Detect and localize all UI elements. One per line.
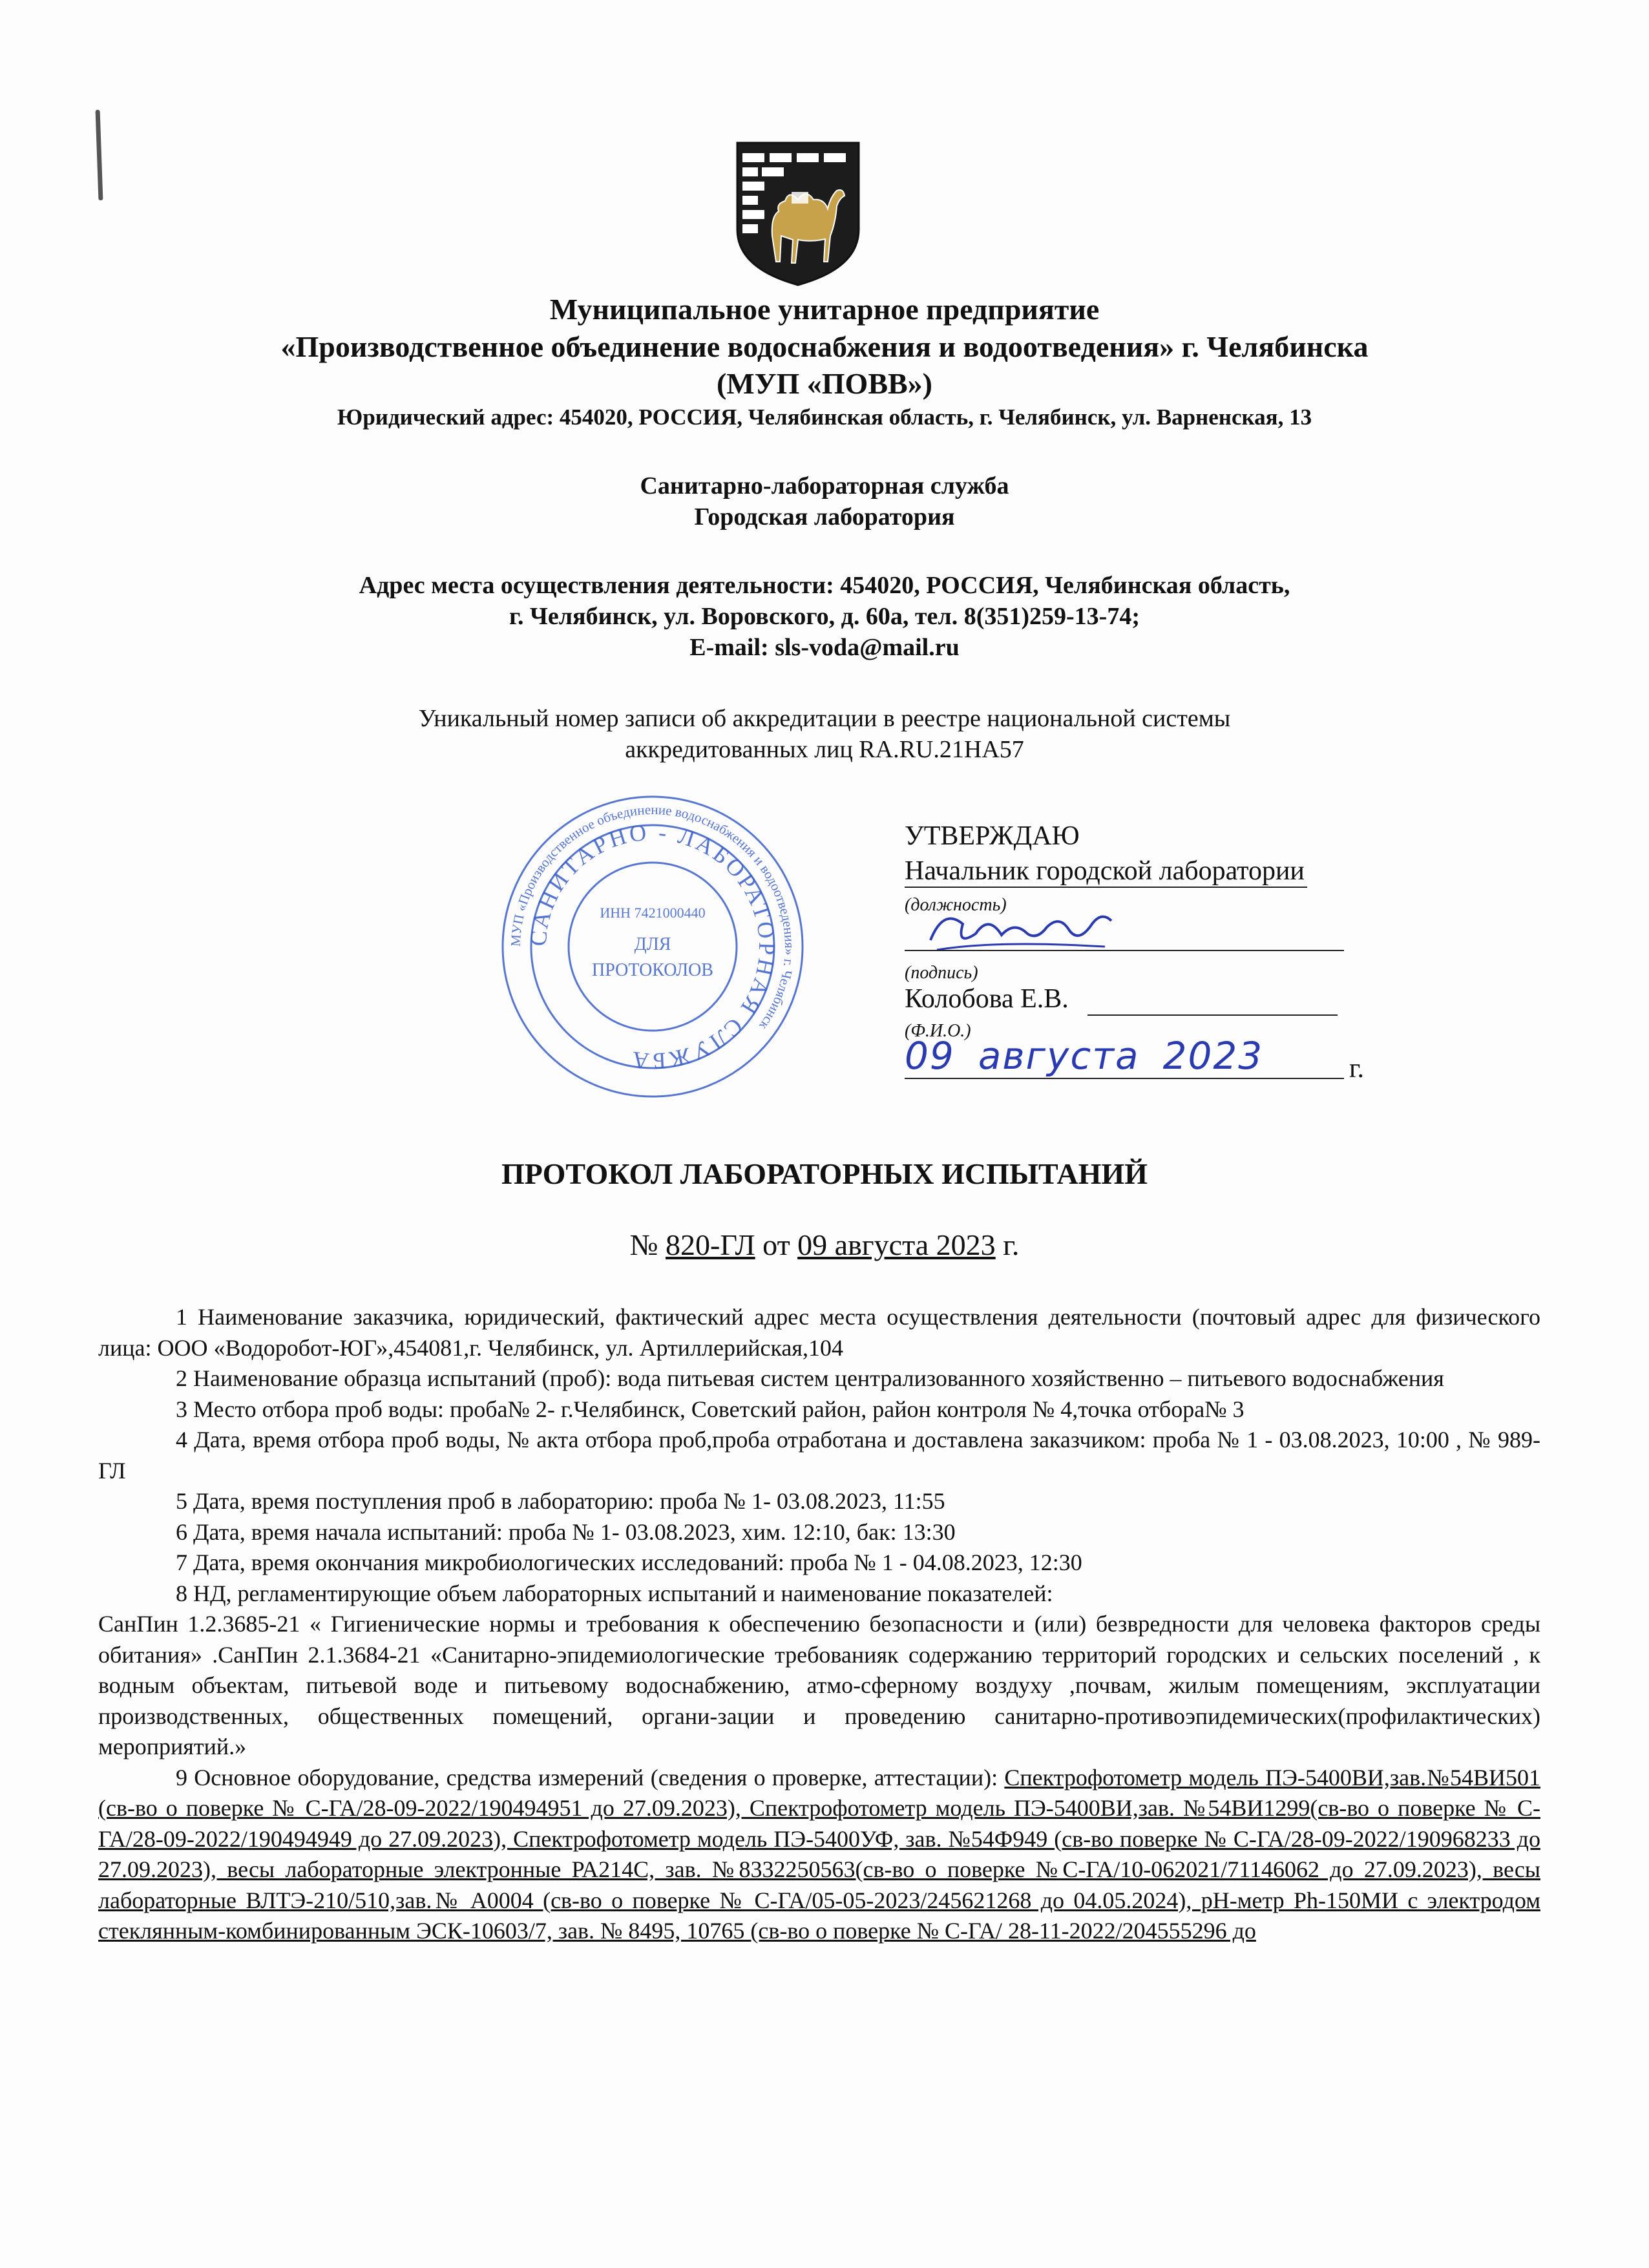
scan-artifact-mark — [96, 110, 103, 200]
org-short-name: (МУП «ПОВВ») — [716, 367, 933, 400]
accreditation-line2: аккредитованных лиц RA.RU.21НА57 — [625, 736, 1024, 763]
stamp-center-line1: ДЛЯ — [634, 934, 671, 954]
stamp-outer-text: МУП «Производственное объединение водоснабжения и водоотведения» г. Челябинск — [507, 801, 798, 1033]
position-caption: (должность) — [905, 895, 1007, 915]
activity-address-line2: г. Челябинск, ул. Воровского, д. 60а, тел. 8(351)259-13-74; — [509, 603, 1140, 630]
stamp-center-line2: ПРОТОКОЛОВ — [591, 960, 714, 980]
laboratory-stamp — [498, 792, 808, 1102]
protocol-number: 820-ГЛ — [666, 1228, 755, 1261]
handwritten-signature — [918, 895, 1124, 966]
item-6-test-start: 6 Дата, время начала испытаний: проба № 1- 03.08.2023, хим. 12:10, бак: 13:30 — [176, 1518, 956, 1545]
legal-address: Юридический адрес: 454020, РОССИЯ, Челябинская область, г. Челябинск, ул. Варненская, 13 — [337, 404, 1312, 430]
department-name: Санитарно-лабораторная служба — [640, 472, 1009, 499]
email-line: E-mail: sls-voda@mail.ru — [689, 634, 960, 661]
item-8-regulations-text: СанПин 1.2.3685-21 « Гигиенические нормы и требования к обеспечению безопасности и (или) безвредности для человека факторов среды обитания» .СанПин 2.1.3684-21 «Санитарно-эпидемиологические требованияк содержанию территорий городских и сельских поселений , к водным объектам, питьевой воде и питьевому водоснабжению, атмо-сферному воздуху ,почвам, жилым помещениям, эксплуатации производственных, общественных помещений, органи-зации и проведению санитарно-противоэпидемических(профилактических) мероприятий.» — [98, 1611, 1540, 1759]
name-caption: (Ф.И.О.) — [905, 1021, 971, 1041]
item-4-sampling-date: 4 Дата, время отбора проб воды, № акта отбора проб,проба отработана и доставлена заказчиком: проба № 1 - 03.08.2023, 10:00 , № 989-ГЛ — [98, 1427, 1540, 1484]
signature-caption: (подпись) — [905, 963, 978, 983]
protocol-title: ПРОТОКОЛ ЛАБОРАТОРНЫХ ИСПЫТАНИЙ — [501, 1157, 1148, 1190]
item-1-customer: 1 Наименование заказчика, юридический, фактический адрес места осуществления деятельности (почтовый адрес для физического лица: ООО «Водоробот-ЮГ»,454081,г. Челябинск, ул. Артиллерийская,104 — [98, 1304, 1540, 1361]
item-3-sampling-place: 3 Место отбора проб воды: проба№ 2- г.Челябинск, Советский район, район контроля № 4,точка отбора№ 3 — [176, 1396, 1245, 1422]
laboratory-name: Городская лаборатория — [694, 503, 955, 530]
protocol-date: 09 августа 2023 — [797, 1228, 996, 1261]
item-2-sample: 2 Наименование образца испытаний (проб): вода питьевая систем централизованного хозяйственно – питьевого водоснабжения — [176, 1365, 1444, 1391]
accreditation-line1: Уникальный номер записи об аккредитации в реестре национальной системы — [418, 705, 1231, 732]
protocol-body — [98, 1302, 1540, 1947]
number-prefix: № — [629, 1228, 658, 1261]
date-line — [905, 1078, 1344, 1079]
approval-date-day: 09 — [905, 1034, 955, 1078]
item-8-regulations-heading: 8 НД, регламентирующие объем лабораторных испытаний и наименование показателей: — [176, 1580, 1053, 1606]
chelyabinsk-emblem-logo — [733, 139, 863, 288]
approver-name: Колобова Е.В. — [905, 984, 1069, 1014]
protocol-date-suffix: г. — [1003, 1228, 1020, 1261]
approval-title: УТВЕРЖДАЮ — [905, 821, 1080, 851]
approval-date-month: августа — [978, 1034, 1140, 1078]
handwritten-approval-date — [905, 1034, 1287, 1078]
stamp-inner-text: САНИТАРНО - ЛАБОРАТОРНАЯ СЛУЖБА — [525, 819, 781, 1075]
item-9-lead: 9 Основное оборудование, средства измерений (сведения о проверке, аттестации): — [176, 1764, 998, 1790]
approval-date-year: 2023 — [1162, 1034, 1264, 1078]
item-9-equipment — [98, 1763, 1540, 1947]
activity-address-line1: Адрес места осуществления деятельности: 454020, РОССИЯ, Челябинская область, — [359, 572, 1290, 599]
org-name-line2: «Производственное объединение водоснабжения и водоотведения» г. Челябинска — [280, 330, 1369, 363]
stamp-inn: ИНН 7421000440 — [600, 905, 706, 921]
signature-line — [905, 950, 1344, 951]
protocol-number-line — [0, 1228, 1649, 1262]
approval-date-suffix: г. — [1349, 1054, 1364, 1084]
name-underline — [1087, 1014, 1338, 1016]
org-name-line1: Муниципальное унитарное предприятие — [549, 293, 1100, 326]
approver-position: Начальник городской лаборатории — [905, 856, 1307, 888]
item-9-equipment-list: Спектрофотометр модель ПЭ-5400ВИ,зав.№54ВИ501 (св-во о поверке № С-ГА/28-09-2022/190494951 до 27.09.2023), Спектрофотометр модель ПЭ-5400ВИ,зав. №54ВИ1299(св-во о поверке № С-ГА/28-09-2022/190494949 до 27.09.2023), Спектрофотометр модель ПЭ-5400УФ, зав. №54Ф949 (св-во поверке № С-ГА/28-09-2022/190968233 до 27.09.2023), весы лабораторные электронные РА214С, зав. №8332250563(св-во о поверке №С-ГА/10-062021/71146062 до 27.09.2023), весы лабораторные ВЛТЭ-210/510,зав.№ А0004 (св-во о поверке № С-ГА/05-05-2023/245621268 до 04.05.2024), pH-метр Ph-150МИ с электродом стеклянным-комбинированным ЭСК-10603/7, зав. № 8495, 10765 (св-во о поверке № С-ГА/ 28-11-2022/204555296 до — [98, 1764, 1541, 1944]
item-5-receipt-date: 5 Дата, время поступления проб в лабораторию: проба № 1- 03.08.2023, 11:55 — [176, 1488, 945, 1514]
item-7-micro-end: 7 Дата, время окончания микробиологических исследований: проба № 1 - 04.08.2023, 12:30 — [176, 1549, 1082, 1575]
from-word: от — [762, 1228, 790, 1261]
